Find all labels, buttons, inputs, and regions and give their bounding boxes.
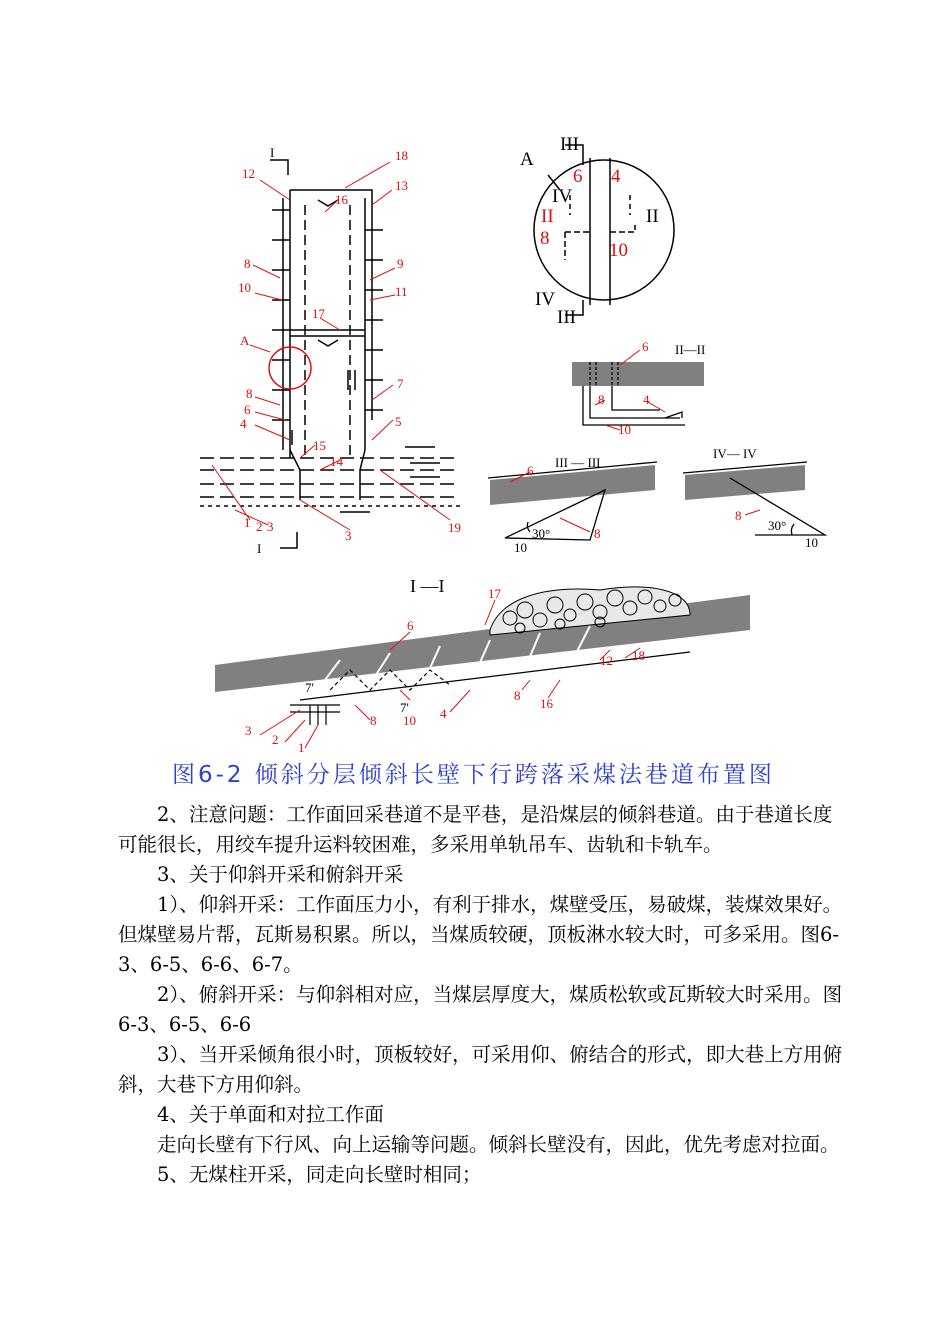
section-IV-8: 8 — [735, 508, 742, 523]
paragraph-3-2-downdip: 2）、俯斜开采：与仰斜相对应，当煤层厚度大，煤质松软或瓦斯较大时采用。图6-3、6-5、6-6 — [118, 983, 843, 1036]
label-3b: 3 — [345, 528, 352, 543]
section-II — [572, 339, 705, 437]
label-2: 2 — [256, 519, 263, 534]
section-II-4: 4 — [643, 392, 650, 407]
section-III-10: 10 — [514, 540, 527, 555]
section-I-6: 6 — [407, 618, 414, 633]
label-I-top: I — [270, 145, 275, 160]
section-I-3: 3 — [245, 723, 252, 738]
section-III — [488, 455, 657, 555]
label-16: 16 — [335, 192, 348, 207]
section-III-8: 8 — [594, 526, 601, 541]
paragraph-3-heading: 3、关于仰斜开采和俯斜开采 — [157, 863, 404, 886]
section-II-6: 6 — [642, 339, 649, 354]
section-I-8a: 8 — [370, 713, 377, 728]
label-13: 13 — [395, 178, 408, 193]
section-II-10: 10 — [618, 422, 631, 437]
section-I-10: 10 — [403, 713, 416, 728]
label-11: 11 — [395, 284, 408, 299]
detail-label-III-top: III — [560, 134, 579, 155]
section-IV-angle: 30° — [768, 518, 787, 533]
label-I-bottom: I — [257, 541, 262, 556]
section-III-angle: 30° — [532, 526, 551, 541]
section-I-title: I —I — [410, 576, 445, 596]
label-A-plan: A — [240, 333, 250, 348]
label-5: 5 — [395, 414, 402, 429]
detail-label-A: A — [520, 149, 534, 170]
section-IV-title: IV— IV — [713, 446, 757, 461]
detail-label-8: 8 — [540, 228, 550, 249]
section-III-title: III — III — [555, 455, 601, 470]
detail-label-10: 10 — [609, 240, 628, 261]
section-II-8: 8 — [598, 392, 605, 407]
section-I-4: 4 — [440, 706, 447, 721]
section-I-7a: 7' — [305, 680, 314, 695]
detail-label-III-bottom: III — [557, 307, 576, 328]
label-18: 18 — [395, 148, 408, 163]
body-text — [118, 800, 848, 1190]
detail-label-II-left: II — [541, 206, 554, 227]
paragraph-4-heading: 4、关于单面和对拉工作面 — [157, 1103, 384, 1126]
label-4: 4 — [240, 416, 247, 431]
detail-label-IV-bottom: IV — [535, 289, 556, 310]
label-10: 10 — [238, 280, 251, 295]
label-14: 14 — [330, 454, 343, 469]
paragraph-2-notes: 2、注意问题：工作面回采巷道不是平巷，是沿煤层的倾斜巷道。由于巷道长度可能很长，用绞车提升运料较困难，多采用单轨吊车、齿轨和卡轨车。 — [118, 803, 833, 856]
label-15: 15 — [313, 438, 326, 453]
section-I-7b: 7' — [400, 700, 409, 715]
plan-view — [200, 160, 460, 548]
section-II-title: II—II — [675, 342, 706, 357]
section-I-8b: 8 — [514, 688, 521, 703]
section-IV-10: 10 — [805, 535, 818, 550]
label-8-top: 8 — [244, 256, 251, 271]
label-12: 12 — [242, 166, 255, 181]
label-17: 17 — [312, 306, 325, 321]
section-I-17: 17 — [488, 586, 501, 601]
detail-label-II-right: II — [646, 206, 659, 227]
section-IV — [683, 446, 825, 550]
label-1: 1 — [244, 515, 251, 530]
paragraph-3-1-updip: 1）、仰斜开采：工作面压力小，有利于排水，煤壁受压，易破煤，装煤效果好。但煤壁易片帮，瓦斯易积累。所以，当煤质较硬，顶板淋水较大时，可多采用。图6-3、6-5、6-6、6-7。 — [118, 893, 843, 976]
paragraph-5-pillarless: 5、无煤柱开采，同走向长壁时相同； — [157, 1163, 482, 1186]
label-8-bottom: 8 — [246, 386, 253, 401]
label-19: 19 — [448, 520, 461, 535]
figure-caption: 图6-2 倾斜分层倾斜长壁下行跨落采煤法巷道布置图 — [172, 762, 775, 788]
section-I-1: 1 — [298, 740, 305, 755]
section-III-6: 6 — [527, 463, 534, 478]
label-6: 6 — [244, 402, 251, 417]
section-I-18: 18 — [632, 648, 645, 663]
section-I-16: 16 — [540, 696, 553, 711]
section-I-12: 12 — [600, 653, 613, 668]
detail-label-6: 6 — [573, 166, 583, 187]
label-9: 9 — [397, 256, 404, 271]
label-3a: 3 — [267, 519, 274, 534]
detail-label-IV-left: IV — [552, 186, 573, 207]
paragraph-4-body: 走向长壁有下行风、向上运输等问题。倾斜长壁没有，因此，优先考虑对拉面。 — [157, 1133, 840, 1156]
section-I-2: 2 — [272, 732, 279, 747]
label-7: 7 — [397, 376, 404, 391]
detail-label-4: 4 — [611, 166, 621, 187]
paragraph-3-3-combined: 3）、当开采倾角很小时，顶板较好，可采用仰、俯结合的形式，即大巷上方用俯斜，大巷下方用仰斜。 — [118, 1043, 843, 1096]
section-I — [215, 576, 750, 755]
